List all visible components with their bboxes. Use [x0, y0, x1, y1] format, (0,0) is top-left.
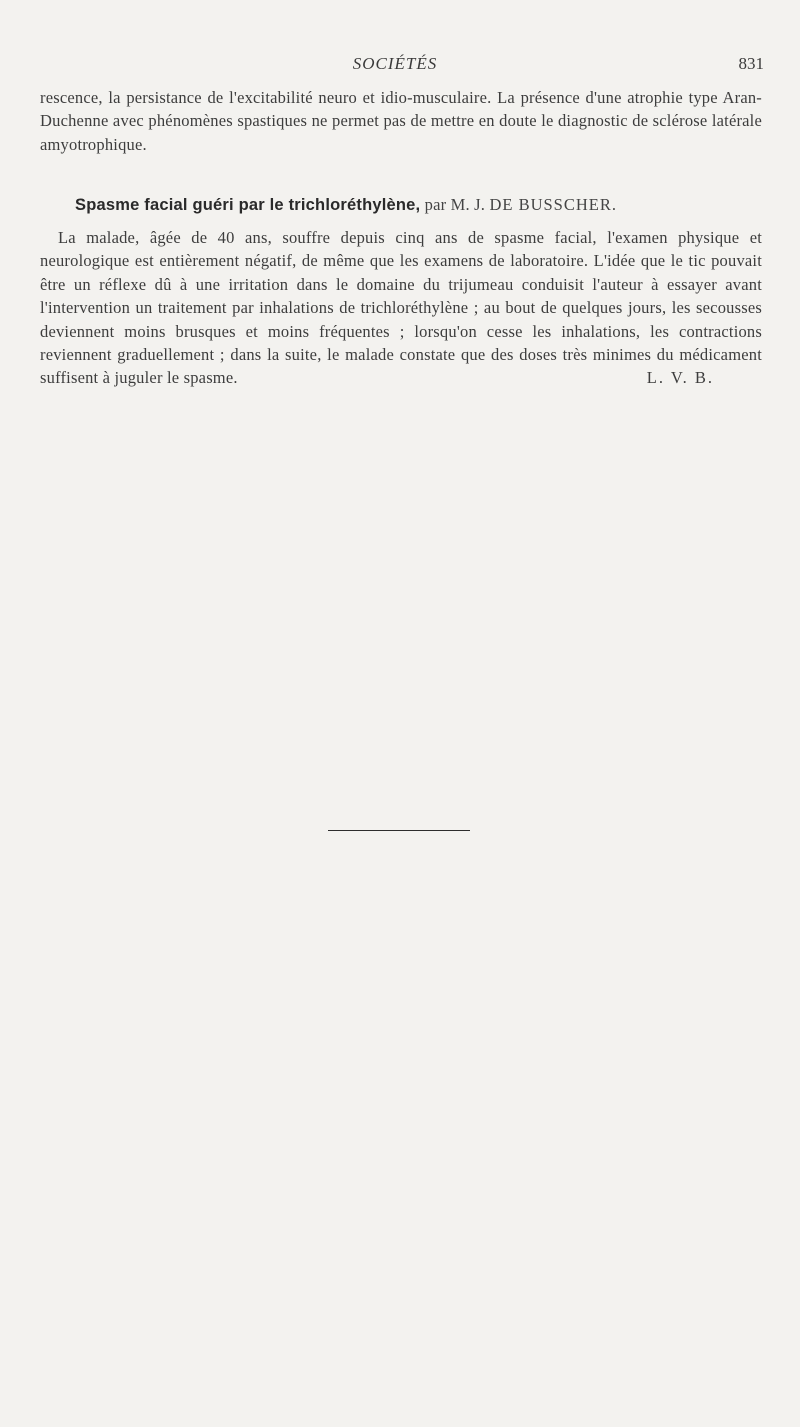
- article-author: DE BUSSCHER.: [489, 195, 617, 214]
- article-signature: L. V. B.: [646, 368, 714, 388]
- page-number: 831: [738, 54, 764, 73]
- continued-paragraph: rescence, la persistance de l'excitabilité neuro et idio-musculaire. La présence d'une atrophie type Aran-Duchenne avec phénomènes spastiques ne permet pas de mettre en doute le diagnostic de sclérose latérale amyotrophique.: [40, 88, 762, 154]
- section-divider: [328, 830, 470, 831]
- article-body: [40, 226, 762, 390]
- running-title: SOCIÉTÉS: [352, 54, 438, 73]
- article-byline: par M. J.: [420, 195, 490, 214]
- article-heading: [75, 195, 765, 215]
- running-head: [0, 54, 800, 78]
- article-title: Spasme facial guéri par le trichloréthylène,: [75, 196, 421, 214]
- article-body-text: La malade, âgée de 40 ans, souffre depuis cinq ans de spasme facial, l'examen physique et neurologique est entièrement négatif, de même que les examens de laboratoire. L'idée que le tic pouvait être un réflexe dû à une irritation dans le domaine du trijumeau conduisit l'auteur à essayer avant l'intervention un traitement par inhalations de trichloréthylène ; au bout de quelques jours, les secousses deviennent moins brusques et moins fréquentes ; lorsqu'on cesse les inhalations, les contractions reviennent graduellement ; dans la suite, le malade constate que des doses très minimes du médicament suffisent à juguler le spasme.: [40, 228, 762, 388]
